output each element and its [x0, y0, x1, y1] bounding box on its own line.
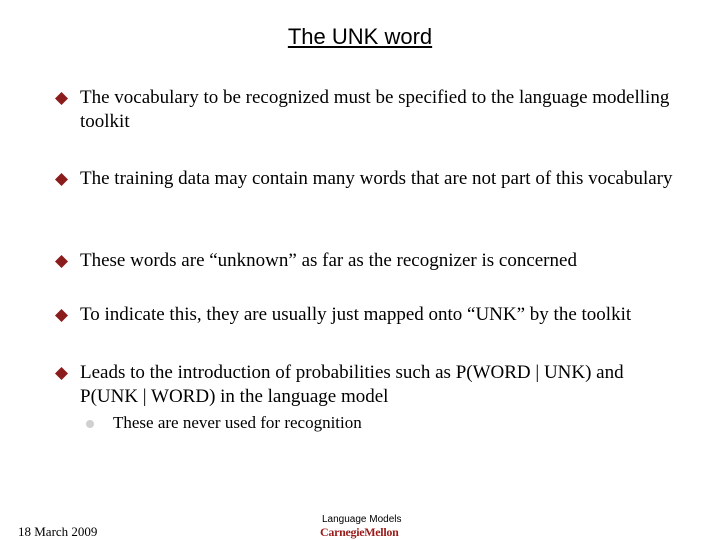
- dot-icon: [86, 420, 94, 428]
- diamond-icon: [55, 255, 68, 268]
- bullet-text: The training data may contain many words that are not part of this vocabulary: [80, 168, 673, 189]
- sub-bullet-text: These are never used for recognition: [113, 413, 362, 432]
- diamond-icon: [55, 309, 68, 322]
- bullet-text: Leads to the introduction of probabilities such as P(WORD | UNK) and P(UNK | WORD) in the language model: [80, 362, 624, 407]
- diamond-icon: [55, 173, 68, 186]
- footer-date: 18 March 2009: [18, 524, 98, 539]
- bullet-text: The vocabulary to be recognized must be specified to the language modelling toolkit: [80, 87, 670, 132]
- diamond-icon: [55, 367, 68, 380]
- diamond-icon: [55, 92, 68, 105]
- slide-title: The UNK word: [287, 24, 433, 49]
- carnegie-mellon-logo: CarnegieMellon: [320, 525, 399, 539]
- bullet-text: These words are “unknown” as far as the recognizer is concerned: [80, 250, 577, 271]
- footer-title: Language Models: [322, 514, 402, 525]
- bullet-text: To indicate this, they are usually just mapped onto “UNK” by the toolkit: [80, 304, 632, 325]
